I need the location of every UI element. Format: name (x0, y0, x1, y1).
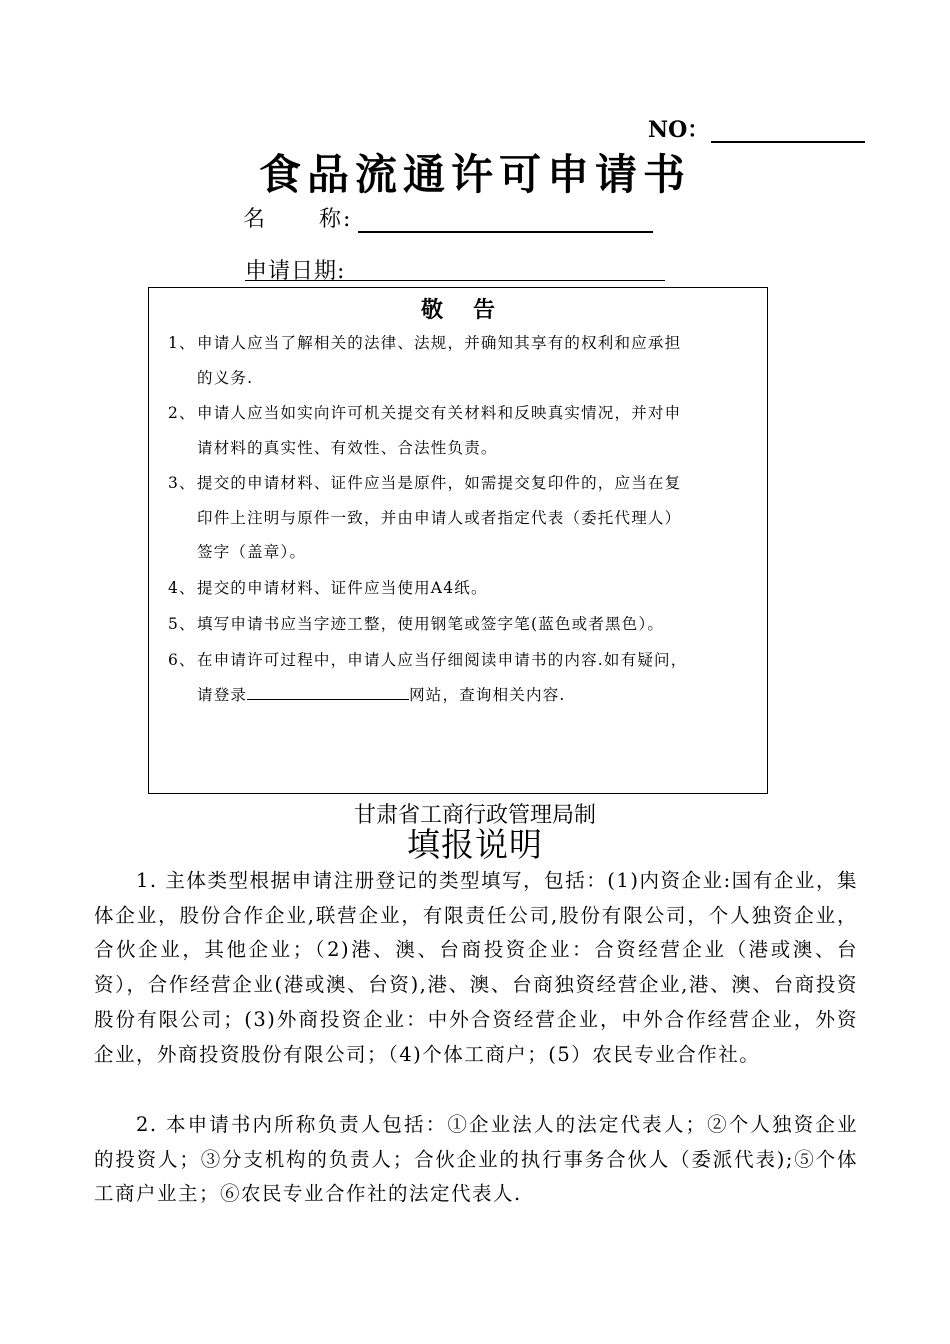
notice-item-1 (168, 326, 760, 395)
notice-item-text: 的义务. (197, 368, 254, 387)
notice-item-number: 4、 (168, 579, 196, 597)
notice-item-text: 签字（盖章）。 (197, 543, 307, 561)
notice-item-3 (168, 466, 760, 570)
number-label: NO： (648, 117, 710, 143)
notice-item-number: 2、 (168, 404, 196, 422)
notice-item-6 (168, 643, 760, 712)
notice-item-text: 申请人应当了解相关的法律、法规，并确知其享有的权利和应承担 (197, 334, 682, 352)
notice-item-text: 网站，查询相关内容. (409, 685, 566, 704)
notice-item-text-line (168, 678, 760, 713)
notice-item-text: 在申请许可过程中，申请人应当仔细阅读申请书的内容.如有疑问， (197, 651, 688, 669)
date-blank-line (245, 280, 665, 281)
website-blank-line (247, 685, 409, 700)
notice-item-4 (168, 571, 760, 606)
name-blank-line (358, 231, 653, 233)
name-label (243, 202, 352, 233)
instructions-paragraph-1: 1. 主体类型根据申请注册登记的类型填写，包括：(1)内资企业:国有企业，集体企业，股份合作企业,联营企业，有限责任公司,股份有限公司，个人独资企业，合伙企业，其他企业；（2)港、澳、台商投资企业：合资经营企业（港或澳、台资），合作经营企业(港或澳、台资),港、澳、台商独资经营企业,港、澳、台商投资股份有限公司；(3)外商投资企业：中外合资经营企业，中外合作经营企业，外资企业，外商投资股份有限公司；（4)个体工商户；(5）农民专业合作社。 (94, 869, 858, 1066)
name-label-part-a: 名 (243, 207, 268, 232)
application-date-label: 申请日期: (245, 259, 346, 284)
notice-item-text: 请材料的真实性、有效性、合法性负责。 (197, 438, 498, 457)
notice-item-5 (168, 607, 760, 642)
document-title: 食品流通许可申请书 (258, 150, 691, 199)
instructions-title: 填报说明 (407, 825, 543, 864)
notice-item-text: 申请人应当如实向许可机关提交有关材料和反映真实情况，并对申 (197, 404, 682, 422)
instructions-paragraph-2: 2. 本申请书内所称负责人包括：①企业法人的法定代表人；②个人独资企业的投资人；③分支机构的负责人；合伙企业的执行事务合伙人（委派代表);⑤个体工商户业主；⑥农民专业合作社的法定代表人. (94, 1113, 858, 1206)
name-label-part-b: 称: (319, 207, 353, 232)
notice-item-number: 6、 (168, 651, 196, 669)
notice-item-2 (168, 396, 760, 465)
notice-item-number: 3、 (168, 474, 196, 492)
notice-item-text: 印件上注明与原件一致，并由申请人或者指定代表（委托代理人） (197, 508, 682, 527)
notice-item-text: 提交的申请材料、证件应当是原件，如需提交复印件的，应当在复 (197, 474, 682, 492)
notice-item-number: 1、 (168, 334, 196, 352)
notice-item-number: 5、 (168, 615, 196, 633)
notice-item-text: 请登录 (197, 685, 248, 704)
notice-title: 敬告 (420, 297, 525, 323)
notice-item-text: 提交的申请材料、证件应当使用A4纸。 (197, 579, 488, 597)
notice-item-text: 填写申请书应当字迹工整，使用钢笔或签字笔(蓝色或者黑色）。 (197, 615, 665, 633)
issuing-authority: 甘肃省工商行政管理局制 (353, 803, 596, 828)
